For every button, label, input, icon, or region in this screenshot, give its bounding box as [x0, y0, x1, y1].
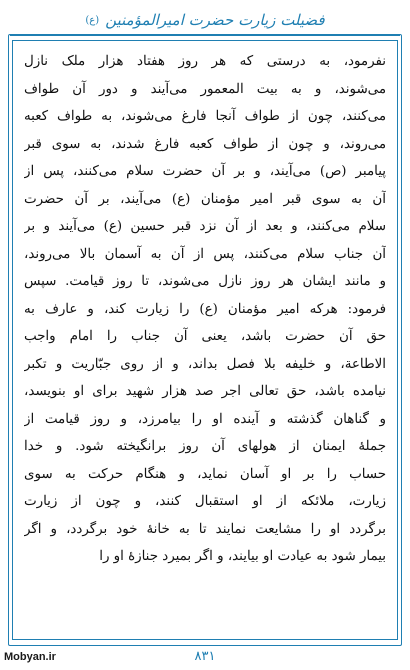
page-number: ۸۳۱	[194, 649, 216, 664]
text-line: زیارت، ملائکه از او استقبال کنند، و چون از زیارت	[24, 494, 386, 509]
text-line: جملهٔ ایمنان از هولهای آن روز برانگیخته شود. و خدا	[24, 439, 386, 454]
chapter-title	[85, 11, 324, 29]
text-line: و مانند ایشان هر روز نازل می‌شوند، تا روز قیامت. سپس	[24, 274, 386, 289]
site-watermark: Mobyan.ir	[4, 651, 56, 663]
text-line: برگردد او را مشایعت نمایند تا به خانهٔ خود برگردد، و اگر	[24, 521, 386, 537]
text-line: می‌کنند، چون از طواف آنجا فارغ می‌شوند، به طواف کعبه	[24, 109, 386, 124]
text-line: می‌روند، و چون از طواف کعبه فارغ شدند، به سوی قبر	[24, 136, 386, 152]
honorific-mark: (ع)	[85, 14, 100, 26]
text-line: الاطاعة، و خلیفه بلا فصل بداند، و از روی جبّاریت و تکبر	[24, 356, 386, 372]
text-line: پیامبر (ص) می‌آیند، و بر آن حضرت سلام می‌کنند، پس از	[24, 164, 386, 179]
page-footer	[0, 646, 410, 670]
text-line: آن جناب سلام می‌کنند، پس از آن به آسمان بالا می‌روند،	[24, 246, 386, 262]
text-line: می‌شوند، و به بیت المعمور می‌آیند و دور آن طواف	[24, 81, 386, 97]
text-line: فرمود: هرکه امیر مؤمنان (ع) را زیارت کند، و عارف به	[24, 301, 386, 317]
text-line: نیامده باشد، حق تعالی اجر صد هزار شهید برای او بنویسد،	[24, 384, 386, 399]
text-line: حساب را بر او آسان نماید، و هنگام حرکت به سوی	[24, 466, 386, 482]
chapter-title-text: فضیلت زیارت حضرت امیرالمؤمنین	[105, 11, 325, 29]
text-line: بیمار شود به عیادت او بیایند، و اگر بمیرد جنازهٔ او را	[99, 549, 386, 564]
text-line: و گناهان گذشته و آینده او را بیامرزد، و روز قیامت از	[24, 411, 386, 427]
text-line: آن به سوی قبر امیر مؤمنان (ع) می‌آیند، بر آن حضرت	[24, 191, 386, 207]
text-line: سلام می‌کنند، و بعد از آن نزد قبر حسین (ع) می‌آیند و بر	[24, 219, 386, 234]
body-text	[24, 48, 386, 620]
text-line: حق آن حضرت باشد، یعنی آن جناب را امام واجب	[24, 329, 386, 344]
text-line: نفرمود، به درستی که هر روز هفتاد هزار ملک نازل	[24, 54, 386, 69]
